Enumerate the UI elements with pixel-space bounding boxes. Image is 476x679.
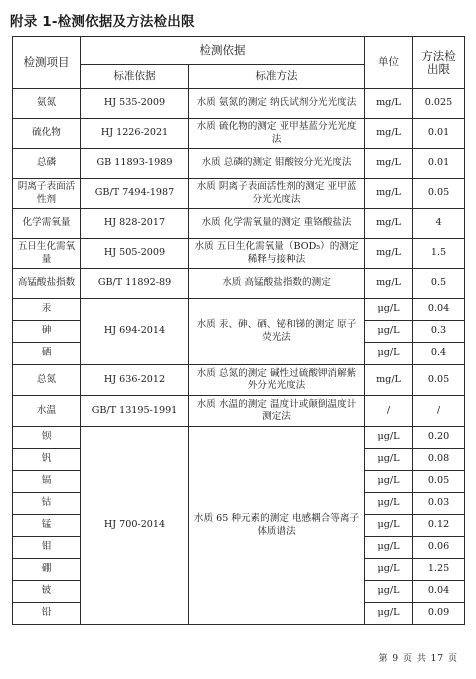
table-row [13, 149, 465, 179]
unit-cell: μg/L [365, 321, 413, 343]
item-cell: 钴 [13, 493, 81, 515]
limit-cell: 0.4 [413, 343, 465, 365]
item-cell: 钡 [13, 427, 81, 449]
limit-cell: 0.03 [413, 493, 465, 515]
unit-cell: mg/L [365, 149, 413, 179]
limit-cell: 0.09 [413, 603, 465, 625]
method-cell: 水质 水温的测定 温度计或颠倒温度计测定法 [189, 396, 365, 427]
item-cell: 砷 [13, 321, 81, 343]
item-cell: 五日生化需氧量 [13, 239, 81, 269]
method-cell: 水质 汞、砷、硒、铋和锑的测定 原子荧光法 [189, 299, 365, 365]
unit-cell: mg/L [365, 209, 413, 239]
page-number: 第 9 页 共 17 页 [378, 654, 458, 664]
standard-cell: HJ 1226-2021 [81, 119, 189, 149]
standard-cell: GB/T 13195-1991 [81, 396, 189, 427]
item-cell: 水温 [13, 396, 81, 427]
unit-cell: μg/L [365, 515, 413, 537]
method-cell: 水质 氨氮的测定 纳氏试剂分光光度法 [189, 89, 365, 119]
header-unit: 单位 [365, 37, 413, 89]
unit-cell: mg/L [365, 239, 413, 269]
method-cell: 水质 硫化物的测定 亚甲基蓝分光光度法 [189, 119, 365, 149]
standard-cell: HJ 700-2014 [81, 427, 189, 625]
unit-cell: mg/L [365, 269, 413, 299]
standard-cell: HJ 636-2012 [81, 365, 189, 396]
limit-cell: 1.25 [413, 559, 465, 581]
item-cell: 总氮 [13, 365, 81, 396]
unit-cell: μg/L [365, 603, 413, 625]
header-method: 标准方法 [189, 65, 365, 89]
standard-cell: GB 11893-1989 [81, 149, 189, 179]
limit-cell: 0.05 [413, 471, 465, 493]
unit-cell: μg/L [365, 299, 413, 321]
limit-cell: 0.01 [413, 149, 465, 179]
header-standard: 标准依据 [81, 65, 189, 89]
item-cell: 总磷 [13, 149, 81, 179]
table-row [13, 209, 465, 239]
method-cell: 水质 化学需氧量的测定 重铬酸盐法 [189, 209, 365, 239]
standard-cell: HJ 505-2009 [81, 239, 189, 269]
unit-cell: mg/L [365, 119, 413, 149]
limit-cell: 0.20 [413, 427, 465, 449]
item-cell: 高锰酸盐指数 [13, 269, 81, 299]
table-row [13, 365, 465, 396]
unit-cell: μg/L [365, 427, 413, 449]
limit-cell: 0.04 [413, 299, 465, 321]
limit-cell: 1.5 [413, 239, 465, 269]
table-row [13, 119, 465, 149]
method-cell: 水质 高锰酸盐指数的测定 [189, 269, 365, 299]
item-cell: 化学需氧量 [13, 209, 81, 239]
standard-cell: GB/T 7494-1987 [81, 179, 189, 209]
item-cell: 钼 [13, 537, 81, 559]
item-cell: 锰 [13, 515, 81, 537]
standard-cell: HJ 694-2014 [81, 299, 189, 365]
item-cell: 硫化物 [13, 119, 81, 149]
limit-cell: 0.3 [413, 321, 465, 343]
method-cell: 水质 总磷的测定 钼酸铵分光光度法 [189, 149, 365, 179]
item-cell: 汞 [13, 299, 81, 321]
limit-cell: 0.5 [413, 269, 465, 299]
unit-cell: μg/L [365, 471, 413, 493]
limit-cell: 0.08 [413, 449, 465, 471]
item-cell: 氨氮 [13, 89, 81, 119]
item-cell: 硼 [13, 559, 81, 581]
table-row [13, 239, 465, 269]
method-cell: 水质 65 种元素的测定 电感耦合等离子体质谱法 [189, 427, 365, 625]
unit-cell: μg/L [365, 343, 413, 365]
item-cell: 铍 [13, 581, 81, 603]
unit-cell: μg/L [365, 537, 413, 559]
unit-cell: mg/L [365, 365, 413, 396]
standard-cell: GB/T 11892-89 [81, 269, 189, 299]
unit-cell: μg/L [365, 449, 413, 471]
limit-cell: 0.04 [413, 581, 465, 603]
table-row [13, 299, 465, 321]
header-item: 检测项目 [13, 37, 81, 89]
unit-cell: μg/L [365, 559, 413, 581]
item-cell: 钒 [13, 449, 81, 471]
unit-cell: mg/L [365, 89, 413, 119]
table-row [13, 427, 465, 449]
unit-cell: μg/L [365, 581, 413, 603]
header-limit: 方法检出限 [413, 37, 465, 89]
limit-cell: 4 [413, 209, 465, 239]
limit-cell: 0.01 [413, 119, 465, 149]
item-cell: 铅 [13, 603, 81, 625]
header-basis-group: 检测依据 [81, 37, 365, 65]
page-title: 附录 1-检测依据及方法检出限 [10, 14, 195, 30]
unit-cell: / [365, 396, 413, 427]
unit-cell: mg/L [365, 179, 413, 209]
table-row [13, 179, 465, 209]
unit-cell: μg/L [365, 493, 413, 515]
standard-cell: HJ 535-2009 [81, 89, 189, 119]
limit-cell: 0.06 [413, 537, 465, 559]
limit-cell: 0.05 [413, 365, 465, 396]
limit-cell: 0.025 [413, 89, 465, 119]
limit-cell: / [413, 396, 465, 427]
item-cell: 镉 [13, 471, 81, 493]
method-cell: 水质 五日生化需氧量（BOD₅）的测定 稀释与接种法 [189, 239, 365, 269]
item-cell: 硒 [13, 343, 81, 365]
item-cell: 阴离子表面活性剂 [13, 179, 81, 209]
standard-cell: HJ 828-2017 [81, 209, 189, 239]
table-row [13, 269, 465, 299]
limit-cell: 0.05 [413, 179, 465, 209]
table-row [13, 396, 465, 427]
method-cell: 水质 阴离子表面活性剂的测定 亚甲蓝分光光度法 [189, 179, 365, 209]
table-row [13, 89, 465, 119]
method-cell: 水质 总氮的测定 碱性过硫酸钾消解紫外分光光度法 [189, 365, 365, 396]
detection-methods-table [12, 36, 465, 625]
limit-cell: 0.12 [413, 515, 465, 537]
